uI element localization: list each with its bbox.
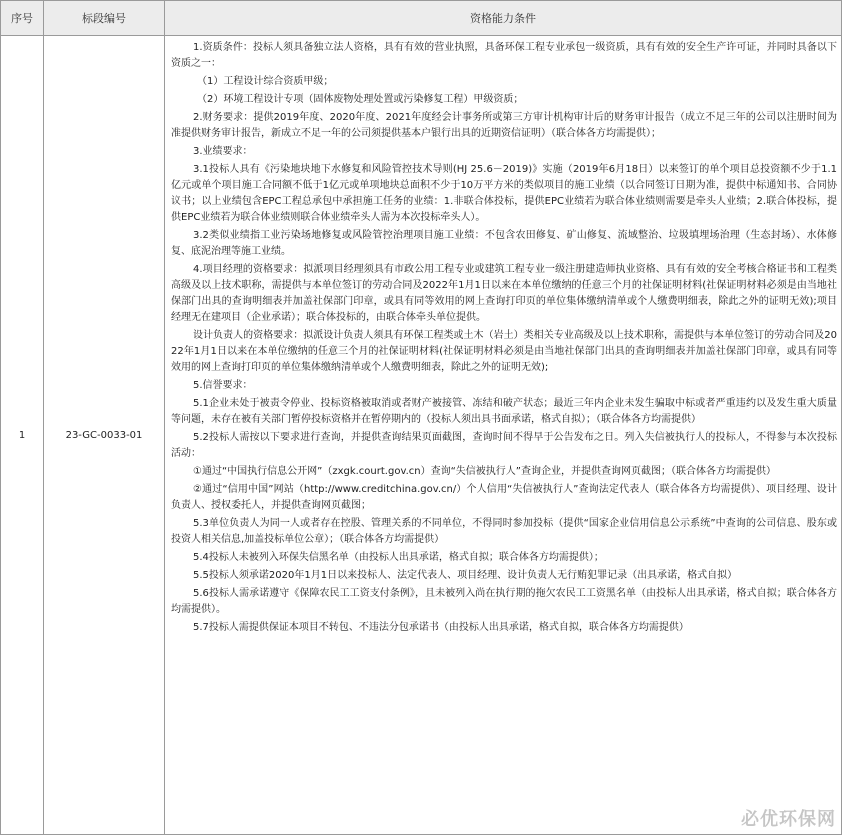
req-paragraph: 5.2投标人需按以下要求进行查询，并提供查询结果页面截图，查询时间不得早于公告发布之日。列入失信被执行人的投标人，不得参与本次投标活动： xyxy=(171,432,837,459)
req-paragraph: 3.2类似业绩指工业污染场地修复或风险管控治理项目施工业绩：不包含农田修复、矿山修复、流域整治、垃圾填埋场治理（生态封场）、水体修复、底泥治理等施工业绩。 xyxy=(171,230,837,257)
req-paragraph: 设计负责人的资格要求：拟派设计负责人须具有环保工程类或土木（岩土）类相关专业高级及以上技术职称，需提供与本单位签订的劳动合同及2022年1月1日以来在本单位缴纳的任意三个月的社保证明材料(社保证明材料必须是由当地社保部门出具的查询明细表并加盖社保部门印章，或具有同等效用的网上查询打印页的单位集体缴纳清单或个人缴费明细表，除此之外的证明无效); xyxy=(171,330,837,373)
header-code: 标段编号 xyxy=(44,1,165,36)
req-paragraph: 2.财务要求：提供2019年度、2020年度、2021年度经会计事务所或第三方审计机构审计后的财务审计报告（成立不足三年的公司以注册时间为准提供财务审计报告，新成立不足一年的公司须提供基本户银行出具的近期资信证明）（联合体各方均需提供）； xyxy=(171,112,837,139)
row-code: 23-GC-0033-01 xyxy=(44,36,165,835)
table-row xyxy=(1,36,842,835)
req-paragraph: 5.信誉要求： xyxy=(193,380,253,391)
req-paragraph: 5.6投标人需承诺遵守《保障农民工工资支付条例》，且未被列入尚在执行期的拖欠农民工工资黑名单（由投标人出具承诺，格式自拟；联合体各方均需提供）。 xyxy=(171,588,837,615)
req-paragraph: 5.5投标人须承诺2020年1月1日以来投标人、法定代表人、项目经理、设计负责人无行贿犯罪记录（出具承诺，格式自拟） xyxy=(193,570,738,581)
req-paragraph: 4.项目经理的资格要求：拟派项目经理须具有市政公用工程专业或建筑工程专业一级注册建造师执业资格、具有有效的安全考核合格证书和工程类高级及以上技术职称，需提供与本单位签订的劳动合同及2022年1月1日以来在本单位缴纳的任意三个月的社保证明材料(社保证明材料必须是由当地社保部门出具的查询明细表并加盖社保部门印章，或具有同等效用的网上查询打印页的单位集体缴纳清单或个人缴费明细表，除此之外的证明无效);项目经理无在建项目（企业承诺）；联合体投标的，由联合体牵头单位提供。 xyxy=(171,264,837,323)
req-paragraph: 3.业绩要求： xyxy=(193,146,253,157)
req-paragraph: ②通过“信用中国”网站（http://www.creditchina.gov.cn/）个人信用“失信被执行人”查询法定代表人（联合体各方均需提供）、项目经理、设计负责人、授权委托人，并提供查询网页截图； xyxy=(171,484,837,511)
req-paragraph: 1.资质条件：投标人须具备独立法人资格，具有有效的营业执照，具备环保工程专业承包一级资质，具有有效的安全生产许可证，并同时具备以下资质之一： xyxy=(171,42,837,69)
header-row xyxy=(1,1,842,36)
row-seq: 1 xyxy=(1,36,44,835)
req-paragraph: （1）工程设计综合资质甲级； xyxy=(197,76,334,87)
req-paragraph: 3.1投标人具有《污染地块地下水修复和风险管控技术导则(HJ 25.6－2019)》实施（2019年6月18日）以来签订的单个项目总投资额不少于1.1亿元或单个项目施工合同额不低于1亿元或单项地块总面积不少于10万平方米的类似项目的施工业绩（以合同签订日期为准，提供中标通知书、合同协议书；以上业绩包含EPC工程总承包中承担施工任务的业绩：1.非联合体投标，提供EPC业绩若为联合体业绩则需要是牵头人业绩；2.联合体投标，提供EPC业绩若为联合体业绩则联合体业绩牵头人需为本次投标牵头人）。 xyxy=(171,164,837,223)
req-paragraph: 5.3单位负责人为同一人或者存在控股、管理关系的不同单位，不得同时参加投标（提供“国家企业信用信息公示系统”中查询的公司信息、股东或投资人相关信息,加盖投标单位公章）；（联合体各方均需提供） xyxy=(171,518,837,545)
req-paragraph: 5.4投标人未被列入环保失信黑名单（由投标人出具承诺，格式自拟；联合体各方均需提供）； xyxy=(193,552,604,563)
req-paragraph: ①通过“中国执行信息公开网”（zxgk.court.gov.cn）查询“失信被执行人”查询企业，并提供查询网页截图；（联合体各方均需提供） xyxy=(193,466,776,477)
watermark-logo: 必优环保网 xyxy=(741,809,836,830)
req-paragraph: 5.1企业未处于被责令停业、投标资格被取消或者财产被接管、冻结和破产状态；最近三年内企业未发生骗取中标或者严重违约以及发生重大质量等问题，未存在被有关部门暂停投标资格并在暂停期内的（投标人须出具书面承诺，格式自拟）；（联合体各方均需提供） xyxy=(171,398,837,425)
req-paragraph: 5.7投标人需提供保证本项目不转包、不违法分包承诺书（由投标人出具承诺，格式自拟，联合体各方均需提供） xyxy=(193,622,689,633)
req-paragraph: （2）环境工程设计专项（固体废物处理处置或污染修复工程）甲级资质； xyxy=(197,94,524,105)
header-requirements: 资格能力条件 xyxy=(165,1,842,36)
requirements-cell xyxy=(165,36,842,835)
header-seq: 序号 xyxy=(1,1,44,36)
